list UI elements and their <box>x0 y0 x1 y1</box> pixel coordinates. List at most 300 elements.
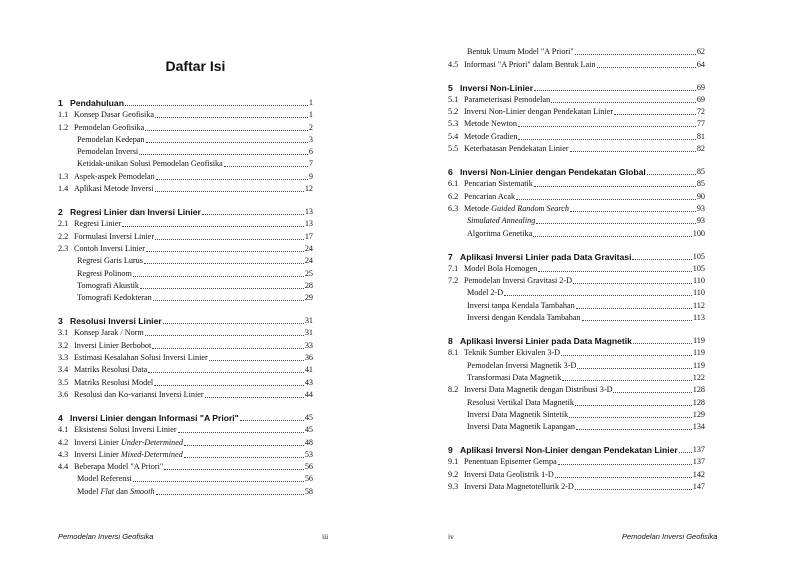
entry-title <box>58 256 143 266</box>
entry-page-number: 128 <box>692 385 705 395</box>
entry-title-segment: Resolusi Vertikal Data Magnetik <box>467 397 574 407</box>
dot-leader <box>570 151 696 152</box>
entry-number: 1.4 <box>58 184 69 194</box>
entry-page-number: 93 <box>696 216 705 226</box>
entry-title-segment: Bentuk Umum Model "A Priori" <box>467 47 574 57</box>
entry-title-segment: Aplikasi Inversi Linier pada Data Gravitasi <box>460 251 632 262</box>
entry-title <box>448 301 575 311</box>
entry-title <box>448 192 515 202</box>
entry-number: 9 <box>448 445 453 456</box>
toc-section-entry[interactable] <box>58 375 313 387</box>
entry-number: 5.2 <box>448 107 459 117</box>
dot-leader <box>516 199 696 200</box>
dot-leader <box>224 166 308 167</box>
entry-page-number: 93 <box>696 203 705 213</box>
dot-leader <box>146 251 304 252</box>
entry-title <box>448 95 550 105</box>
dot-leader <box>647 174 696 175</box>
entry-number: 7.2 <box>448 276 459 286</box>
dot-leader <box>551 102 696 103</box>
entry-title-segment: Resolusi Inversi Linier <box>70 316 162 327</box>
entry-number: 4.4 <box>58 462 69 472</box>
entry-title-segment: Inversi tanpa Kendala Tambahan <box>467 300 575 310</box>
dot-leader <box>178 432 304 433</box>
entry-title-segment: Inversi dengan Kendala Tambahan <box>467 313 581 323</box>
entry-page-number: 62 <box>696 47 705 57</box>
entry-title-segment: Inversi Data Geolistrik 1-D <box>464 469 554 479</box>
entry-title <box>58 207 201 217</box>
toc-subsection-entry[interactable] <box>58 279 313 291</box>
toc-subsection-entry[interactable] <box>448 214 705 226</box>
dot-leader <box>133 481 304 482</box>
entry-title-segment: Model 2-D <box>467 288 504 298</box>
toc-section-entry[interactable] <box>448 274 705 286</box>
entry-number: 2.2 <box>58 231 69 241</box>
toc-section-entry[interactable] <box>58 338 313 350</box>
entry-page-number: 85 <box>696 179 705 189</box>
footer-page-number: iii <box>322 532 329 541</box>
toc-chapter-entry[interactable] <box>58 409 313 423</box>
toc-section-entry[interactable] <box>58 229 313 241</box>
entry-page-number: 137 <box>692 445 705 455</box>
entry-page-number: 142 <box>692 469 705 479</box>
entry-page-number: 77 <box>696 119 705 129</box>
toc-subsection-entry[interactable] <box>448 358 705 370</box>
entry-number: 6.3 <box>448 203 459 213</box>
entry-title-segment: Resolusi dan Ko-variansi Inversi Linier <box>74 389 204 399</box>
toc-subsection-entry[interactable] <box>58 266 313 278</box>
entry-title <box>58 147 138 157</box>
entry-number: 3 <box>58 316 63 327</box>
entry-title <box>58 281 139 291</box>
toc-chapter-entry[interactable] <box>58 312 313 326</box>
toc-section-entry[interactable] <box>448 262 705 274</box>
dot-leader <box>575 54 696 55</box>
dot-leader <box>133 276 304 277</box>
entry-page-number: 13 <box>304 207 313 217</box>
entry-page-number: 31 <box>304 328 313 338</box>
entry-title-segment: Regresi Polinom <box>77 268 132 278</box>
entry-page-number: 56 <box>304 462 313 472</box>
entry-title-segment: Parameterisasi Pemodelan <box>464 94 551 104</box>
entry-page-number: 6 <box>308 147 313 157</box>
entry-title-segment: Matriks Resolusi Model <box>74 377 154 387</box>
entry-number: 2.3 <box>58 243 69 253</box>
entry-title-segment: Tomografi Akustik <box>77 280 139 290</box>
dot-leader <box>597 67 696 68</box>
entry-title-segment: Inversi Non-Linier <box>460 82 534 93</box>
entry-title-segment: Inversi Data Magnetotellurik 2-D <box>464 482 574 492</box>
entry-page-number: 147 <box>692 482 705 492</box>
entry-number: 8.1 <box>448 348 459 358</box>
entry-number: 3.4 <box>58 365 69 375</box>
entry-number: 6.1 <box>448 179 459 189</box>
entry-number: 4.1 <box>58 425 69 435</box>
toc-section-entry[interactable] <box>58 363 313 375</box>
dot-leader <box>614 114 696 115</box>
entry-title <box>448 482 574 492</box>
entry-number: 3.5 <box>58 377 69 387</box>
entry-page-number: 110 <box>693 276 705 286</box>
entry-title-segment: Pemodelan Geofisika <box>74 122 145 132</box>
entry-page-number: 81 <box>696 131 705 141</box>
entry-page-number: 58 <box>304 486 313 496</box>
toc-section-entry[interactable] <box>448 142 705 154</box>
toc-chapter-entry[interactable] <box>448 248 705 262</box>
toc-subsection-entry[interactable] <box>448 420 705 432</box>
entry-title-segment: Beberapa Model "A Priori" <box>74 462 164 472</box>
entry-title-segment: Smooth <box>130 486 155 496</box>
toc-section-entry[interactable] <box>58 435 313 447</box>
dot-leader <box>148 372 304 373</box>
toc-section-entry[interactable] <box>448 455 705 467</box>
dot-leader <box>152 348 304 349</box>
toc-subsection-entry[interactable] <box>58 133 313 145</box>
toc-section-entry[interactable] <box>448 480 705 492</box>
entry-number: 3.6 <box>58 389 69 399</box>
toc-subsection-entry[interactable] <box>448 408 705 420</box>
dot-leader <box>534 186 696 187</box>
entry-title-segment: Metode Newton <box>464 119 517 129</box>
entry-title-segment: Matriks Resolusi Data <box>74 365 148 375</box>
entry-number: 2.1 <box>58 219 69 229</box>
entry-title-segment: Transformasi Data Magnetik <box>467 372 562 382</box>
entry-title-segment: Model <box>77 486 101 496</box>
entry-page-number: 113 <box>693 313 705 323</box>
entry-title <box>448 252 631 262</box>
toc-subsection-entry[interactable] <box>448 298 705 310</box>
entry-number: 3.2 <box>58 340 69 350</box>
toc-section-entry[interactable] <box>448 383 705 395</box>
entry-title-segment: Simulated Annealing <box>467 216 536 226</box>
dot-leader <box>504 295 692 296</box>
toc-section-entry[interactable] <box>58 108 313 120</box>
entry-number: 1.2 <box>58 122 69 132</box>
entry-title-segment: Regresi Garis Lurus <box>77 256 143 266</box>
entry-page-number: 82 <box>696 144 705 154</box>
entry-title <box>448 47 574 57</box>
entry-title <box>448 373 561 383</box>
toc-section-entry[interactable] <box>58 217 313 229</box>
entry-title-segment: Informasi "A Priori" dalam Bentuk Lain <box>464 59 596 69</box>
toc-section-entry[interactable] <box>448 189 705 201</box>
dot-leader <box>153 300 304 301</box>
toc-subsection-entry[interactable] <box>448 45 705 57</box>
toc-section-entry[interactable] <box>58 423 313 435</box>
entry-title <box>58 123 144 133</box>
entry-number: 4.5 <box>448 59 459 69</box>
entry-title-segment: Regresi Linier <box>74 219 122 229</box>
dot-leader <box>558 464 692 465</box>
dot-leader <box>145 335 304 336</box>
entry-page-number: 28 <box>304 280 313 290</box>
entry-page-number: 85 <box>696 167 705 177</box>
entry-title-segment: Inversi Non-Linier dengan Pendekatan Linier <box>464 107 614 117</box>
entry-title-segment: Aplikasi Inversi Non-Linier dengan Pendekatan Linier <box>460 445 678 456</box>
toc-section-entry[interactable] <box>448 57 705 69</box>
entry-title <box>58 487 155 497</box>
toc-section-entry[interactable] <box>448 117 705 129</box>
toc-chapter-entry[interactable] <box>448 163 705 177</box>
toc-section-entry[interactable] <box>58 460 313 472</box>
dot-leader <box>570 211 696 212</box>
entry-title-segment: Aplikasi Metode Inversi <box>74 184 154 194</box>
entry-page-number: 48 <box>304 437 313 447</box>
dot-leader <box>144 263 304 264</box>
entry-title <box>448 107 613 117</box>
entry-title <box>448 264 537 274</box>
toc-subsection-entry[interactable] <box>58 254 313 266</box>
dot-leader <box>184 445 304 446</box>
toc-section-entry[interactable] <box>58 182 313 194</box>
toc-subsection-entry[interactable] <box>58 472 313 484</box>
entry-title-segment: Inversi Non-Linier dengan Pendekatan Global <box>460 167 646 178</box>
entry-number: 1.3 <box>58 171 69 181</box>
entry-title-segment: Inversi Data Magnetik Sintetik <box>467 409 569 419</box>
entry-number: 5.3 <box>448 119 459 129</box>
dot-leader <box>184 457 304 458</box>
toc-section-entry[interactable] <box>448 202 705 214</box>
toc-list <box>448 45 705 492</box>
toc-subsection-entry[interactable] <box>58 145 313 157</box>
entry-title-segment: Penentuan Episenter Gempa <box>464 457 557 467</box>
dot-leader <box>205 397 304 398</box>
entry-number: 5 <box>448 82 453 93</box>
entry-page-number: 44 <box>304 389 313 399</box>
dot-leader <box>555 477 692 478</box>
entry-title <box>448 410 568 420</box>
entry-title-segment: Pemodelan Inversi Gravitasi 2-D <box>464 276 573 286</box>
entry-page-number: 36 <box>304 353 313 363</box>
entry-title <box>58 425 177 435</box>
entry-title <box>448 204 569 214</box>
entry-title <box>448 348 560 358</box>
entry-title <box>448 385 612 395</box>
toc-subsection-entry[interactable] <box>448 311 705 323</box>
toc-chapter-entry[interactable] <box>448 332 705 346</box>
entry-number: 5.1 <box>448 94 459 104</box>
dot-leader <box>538 271 691 272</box>
entry-title <box>448 336 632 346</box>
entry-number: 4 <box>58 412 63 423</box>
entry-title <box>58 98 124 108</box>
dot-leader <box>561 355 692 356</box>
entry-number: 5.4 <box>448 131 459 141</box>
toc-chapter-entry[interactable] <box>58 203 313 217</box>
entry-title-segment: Algoritma Genetika <box>467 228 533 238</box>
toc-section-entry[interactable] <box>58 242 313 254</box>
entry-page-number: 119 <box>693 348 705 358</box>
dot-leader <box>518 126 696 127</box>
entry-title <box>58 135 145 145</box>
entry-title <box>58 450 183 460</box>
toc-subsection-entry[interactable] <box>58 484 313 496</box>
entry-title <box>448 132 517 142</box>
entry-title <box>448 119 517 129</box>
entry-page-number: 29 <box>304 293 313 303</box>
entry-title <box>58 172 155 182</box>
toc-subsection-entry[interactable] <box>448 395 705 407</box>
dot-leader <box>679 452 692 453</box>
entry-title <box>58 365 147 375</box>
entry-page-number: 119 <box>693 336 705 346</box>
dot-leader <box>536 223 696 224</box>
entry-page-number: 64 <box>696 59 705 69</box>
entry-page-number: 24 <box>304 256 313 266</box>
entry-title-segment: Eksistensi Solusi Inversi Linier <box>74 425 177 435</box>
toc-section-entry[interactable] <box>58 448 313 460</box>
toc-chapter-entry[interactable] <box>58 94 313 108</box>
dot-leader <box>163 323 304 324</box>
page-right <box>400 0 800 565</box>
entry-title <box>448 398 574 408</box>
entry-number: 6 <box>448 167 453 178</box>
toc-section-entry[interactable] <box>448 177 705 189</box>
entry-title <box>448 229 532 239</box>
toc-subsection-entry[interactable] <box>448 286 705 298</box>
entry-page-number: 69 <box>696 82 705 92</box>
entry-page-number: 2 <box>308 122 313 132</box>
entry-title-segment: Inversi Data Magnetik Lapangan <box>467 422 575 432</box>
toc-subsection-entry[interactable] <box>58 157 313 169</box>
entry-title <box>448 144 569 154</box>
toc-subsection-entry[interactable] <box>448 371 705 383</box>
entry-title <box>448 179 533 189</box>
toc-section-entry[interactable] <box>448 93 705 105</box>
entry-title <box>58 316 162 326</box>
dot-leader <box>576 308 692 309</box>
toc-section-entry[interactable] <box>58 326 313 338</box>
dot-leader <box>155 239 304 240</box>
entry-title <box>58 110 154 120</box>
entry-number: 9.1 <box>448 457 459 467</box>
toc-section-entry[interactable] <box>448 467 705 479</box>
entry-title <box>448 83 533 93</box>
entry-title-segment: Inversi Linier <box>74 437 121 447</box>
entry-title-segment: Model Bola Homogen <box>464 263 538 273</box>
entry-title-segment: Under-Determined <box>120 437 183 447</box>
entry-title <box>58 293 152 303</box>
entry-number: 4.2 <box>58 437 69 447</box>
toc-section-entry[interactable] <box>58 388 313 400</box>
page-title: Daftar Isi <box>165 58 226 74</box>
entry-page-number: 25 <box>304 268 313 278</box>
entry-title-segment: Ketidak-unikan Solusi Pemodelan Geofisika <box>77 159 223 169</box>
entry-page-number: 1 <box>308 110 313 120</box>
dot-leader <box>164 469 304 470</box>
entry-title <box>58 219 121 229</box>
entry-page-number: 45 <box>304 425 313 435</box>
entry-page-number: 90 <box>696 191 705 201</box>
entry-page-number: 69 <box>696 94 705 104</box>
entry-title-segment: Konsep Jarak / Norm <box>74 328 144 338</box>
entry-title-segment: Keterbatasan Pendekatan Linier <box>464 144 569 154</box>
toc-section-entry[interactable] <box>58 120 313 132</box>
entry-title <box>58 341 151 351</box>
entry-number: 2 <box>58 207 63 218</box>
dot-leader <box>156 494 304 495</box>
entry-title <box>58 474 132 484</box>
dot-leader <box>576 429 692 430</box>
entry-page-number: 24 <box>304 243 313 253</box>
entry-number: 4.3 <box>58 449 69 459</box>
entry-page-number: 53 <box>304 449 313 459</box>
entry-title-segment: Pemodelan Inversi <box>77 147 139 157</box>
dot-leader <box>209 360 304 361</box>
entry-title-segment: Inversi Data Magnetik dengan Distribusi 3-D <box>464 385 613 395</box>
entry-number: 5.5 <box>448 144 459 154</box>
dot-leader <box>139 154 308 155</box>
entry-title <box>58 413 239 423</box>
entry-page-number: 7 <box>308 159 313 169</box>
entry-page-number: 100 <box>692 228 705 238</box>
dot-leader <box>518 139 695 140</box>
entry-title-segment: Guided Random Search <box>491 203 569 213</box>
entry-title <box>58 184 154 194</box>
dot-leader <box>575 405 692 406</box>
entry-title <box>58 232 154 242</box>
toc-section-entry[interactable] <box>448 105 705 117</box>
entry-page-number: 33 <box>304 340 313 350</box>
entry-title-segment: Aspek-aspek Pemodelan <box>74 171 155 181</box>
entry-title <box>58 269 132 279</box>
entry-title-segment: dan <box>114 486 131 496</box>
entry-page-number: 9 <box>308 171 313 181</box>
dot-leader <box>155 191 304 192</box>
dot-leader <box>575 489 692 490</box>
toc-section-entry[interactable] <box>58 169 313 181</box>
dot-leader <box>582 320 692 321</box>
dot-leader <box>202 214 304 215</box>
entry-number: 7.1 <box>448 263 459 273</box>
toc-section-entry[interactable] <box>448 346 705 358</box>
toc-section-entry[interactable] <box>58 351 313 363</box>
entry-title <box>448 60 596 70</box>
entry-page-number: 43 <box>304 377 313 387</box>
entry-page-number: 110 <box>693 288 705 298</box>
entry-title <box>448 422 575 432</box>
entry-title <box>58 438 183 448</box>
toc-chapter-entry[interactable] <box>448 79 705 93</box>
entry-title-segment: Regresi Linier dan Inversi Linier <box>70 207 201 218</box>
entry-title-segment: Inversi Linier Berbobot <box>74 340 152 350</box>
entry-page-number: 105 <box>692 263 705 273</box>
toc-chapter-entry[interactable] <box>448 441 705 455</box>
dot-leader <box>569 417 692 418</box>
entry-number: 1.1 <box>58 110 69 120</box>
footer-book-title: Pemodelan Inversi Geofisika <box>58 532 154 541</box>
entry-title-segment: Aplikasi Inversi Linier pada Data Magnetik <box>460 336 632 347</box>
entry-title <box>448 445 678 455</box>
entry-title <box>448 313 581 323</box>
entry-title-segment: Flat <box>100 486 115 496</box>
entry-title <box>448 457 557 467</box>
dot-leader <box>577 368 692 369</box>
entry-page-number: 17 <box>304 231 313 241</box>
entry-title <box>448 216 535 226</box>
entry-title <box>58 390 204 400</box>
entry-title-segment: Inversi Linier <box>74 449 121 459</box>
toc-subsection-entry[interactable] <box>448 226 705 238</box>
entry-page-number: 122 <box>692 372 705 382</box>
entry-page-number: 129 <box>692 409 705 419</box>
toc-subsection-entry[interactable] <box>58 291 313 303</box>
dot-leader <box>155 117 308 118</box>
entry-title <box>448 276 572 286</box>
entry-page-number: 119 <box>693 360 705 370</box>
entry-page-number: 112 <box>693 300 705 310</box>
toc-section-entry[interactable] <box>448 129 705 141</box>
